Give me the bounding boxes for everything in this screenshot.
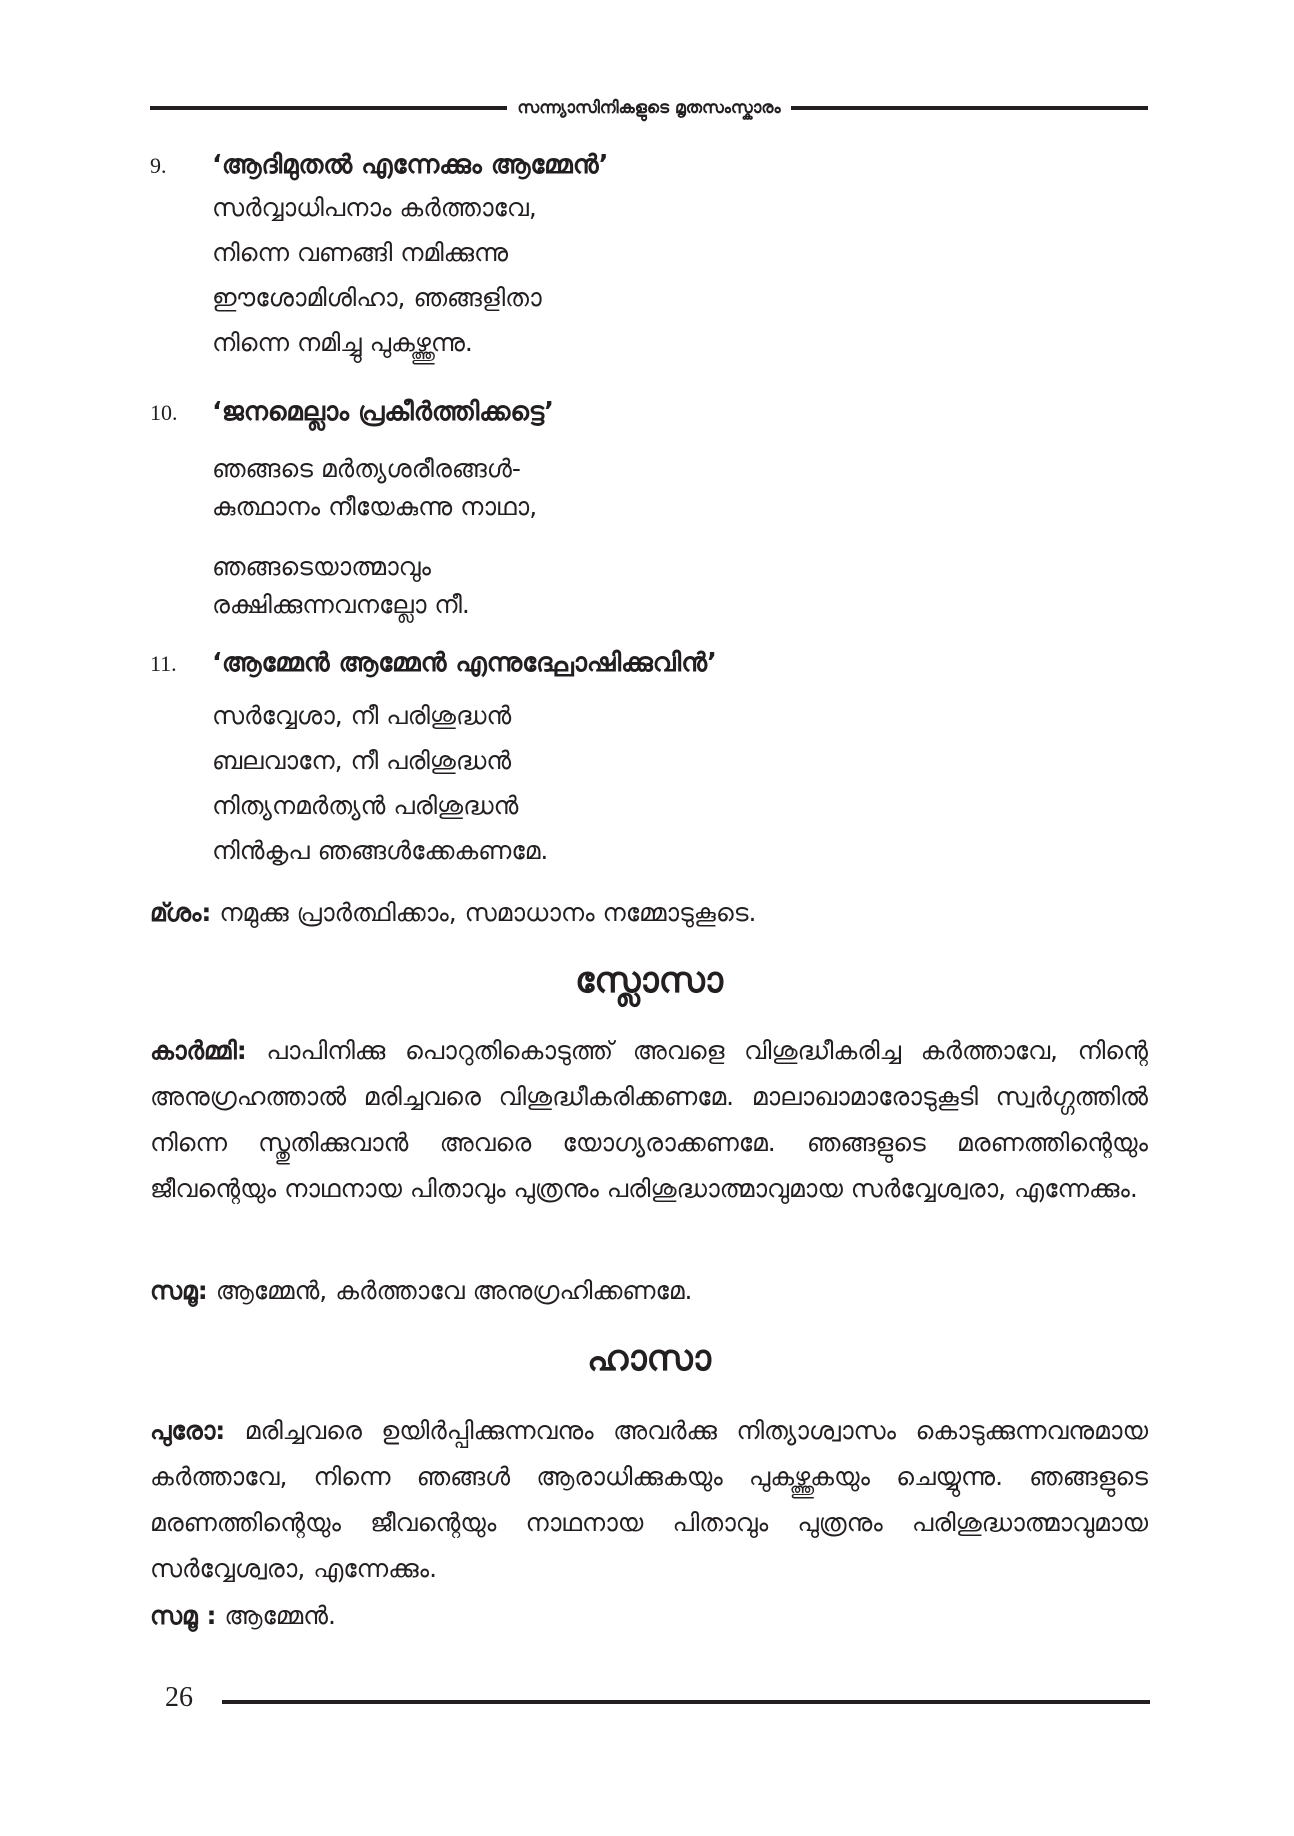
verse-line: ബലവാനേ, നീ പരിശുദ്ധൻ xyxy=(212,746,512,775)
footer-rule xyxy=(222,1700,1150,1704)
item-number: 9. xyxy=(150,153,167,178)
item-number: 11. xyxy=(150,651,177,676)
speaker-label: മ്ശം: xyxy=(150,898,212,927)
verse-line: ഈശോമിശിഹാ, ഞങ്ങളിതാ xyxy=(212,283,542,312)
prayer-text: മരിച്ചവരെ ഉയിർപ്പിക്കുന്നവനും അവർക്കു നിത്യാശ്വാസം കൊടുക്കുന്നവനുമായ കർത്താവേ, നിന്നെ ഞങ്ങൾ ആരാധിക്കുകയും പുകഴ്ത്തുകയും ചെയ്യുന്നു. ഞങ്ങളുടെ മരണത്തിന്റെയും ജീവന്റെയും നാഥനായ പിതാവും പുത്രനും പരിശുദ്ധാത്മാവുമായ സർവ്വേശ്വരാ, എന്നേക്കും. xyxy=(150,1416,1148,1583)
verse-line: സർവ്വേശാ, നീ പരിശുദ്ധൻ xyxy=(212,701,512,730)
deacon-text: നമുക്കു പ്രാർത്ഥിക്കാം, സമാധാനം നമ്മോടുകൂടെ. xyxy=(211,898,757,927)
item-heading xyxy=(150,397,1150,428)
verse-line: നിൻകൃപ ഞങ്ങൾക്കേകണമേ. xyxy=(212,836,549,865)
community-response xyxy=(150,1593,1148,1639)
celebrant-prayer xyxy=(150,1028,1148,1212)
verse-line: നിന്നെ വണങ്ങി നമിക്കുന്നു xyxy=(212,238,509,267)
item-heading xyxy=(150,150,1150,181)
deacon-call xyxy=(150,890,1148,936)
speaker-label: സമൂ : xyxy=(150,1601,217,1630)
response-text: ആമ്മേൻ, കർത്താവേ അനുഗ്രഹിക്കണമേ. xyxy=(207,1276,693,1305)
verse xyxy=(212,185,1150,365)
hymn-item-10 xyxy=(150,397,1150,624)
hymn-item-9 xyxy=(150,150,1150,365)
verse xyxy=(212,693,1150,873)
verse-line: നിത്യനമർത്യൻ പരിശുദ്ധൻ xyxy=(212,791,519,820)
verse-line: ഞങ്ങടെ മർത്യശരീരങ്ങൾ- xyxy=(212,454,521,483)
speaker-label: സമൂ: xyxy=(150,1276,208,1305)
header-rule-right xyxy=(791,106,1148,110)
hymn-item-11 xyxy=(150,648,1150,873)
stanza xyxy=(212,450,1150,526)
section-heading-haasa: ഹാസാ xyxy=(587,1338,711,1379)
page-number: 26 xyxy=(165,1682,193,1713)
stanza xyxy=(212,548,1150,624)
section-heading-sloosa: സ്ലോസാ xyxy=(575,960,723,1001)
item-number: 10. xyxy=(150,400,178,425)
speaker-label: കാർമ്മി: xyxy=(150,1036,247,1065)
verse-line: ഞങ്ങടെയാത്മാവും xyxy=(212,552,432,581)
verse-line: കുത്ഥാനം നീയേകുന്നു നാഥാ, xyxy=(212,492,538,521)
item-title: ‘ആദിമുതൽ എന്നേക്കും ആമ്മേൻ’ xyxy=(212,150,609,180)
running-head-title: സന്ന്യാസിനികളുടെ മൃതസംസ്കാരം xyxy=(517,98,781,118)
verse-line: രക്ഷിക്കുന്നവനല്ലോ നീ. xyxy=(212,590,470,619)
item-heading xyxy=(150,648,1150,679)
verse-line: സർവ്വാധിപനാം കർത്താവേ, xyxy=(212,193,537,222)
running-head xyxy=(150,96,1148,120)
priest-prayer xyxy=(150,1408,1148,1592)
header-rule-left xyxy=(150,106,507,110)
community-response xyxy=(150,1268,1148,1314)
item-title: ‘ജനമെല്ലാം പ്രകീർത്തിക്കട്ടെ’ xyxy=(212,397,555,427)
verse-line: നിന്നെ നമിച്ചു പുകഴ്ത്തുന്നു. xyxy=(212,328,473,357)
prayer-text: പാപിനിക്കു പൊറുതികൊടുത്ത് അവളെ വിശുദ്ധീകരിച്ച കർത്താവേ, നിന്റെ അനുഗ്രഹത്താൽ മരിച്ചവരെ വിശുദ്ധീകരിക്കണമേ. മാലാഖാമാരോടുകൂടി സ്വർഗ്ഗത്തിൽ നിന്നെ സ്തുതിക്കുവാൻ അവരെ യോഗ്യരാക്കണമേ. ഞങ്ങളുടെ മരണത്തിന്റെയും ജീവന്റെയും നാഥനായ പിതാവും പുത്രനും പരിശുദ്ധാത്മാവുമായ സർവ്വേശ്വരാ, എന്നേക്കും. xyxy=(150,1036,1148,1203)
speaker-label: പുരോ: xyxy=(150,1416,226,1445)
item-title: ‘ആമ്മേൻ ആമ്മേൻ എന്നുദ്ഘോഷിക്കുവിൻ’ xyxy=(212,648,717,678)
response-text: ആമ്മേൻ. xyxy=(216,1601,336,1630)
